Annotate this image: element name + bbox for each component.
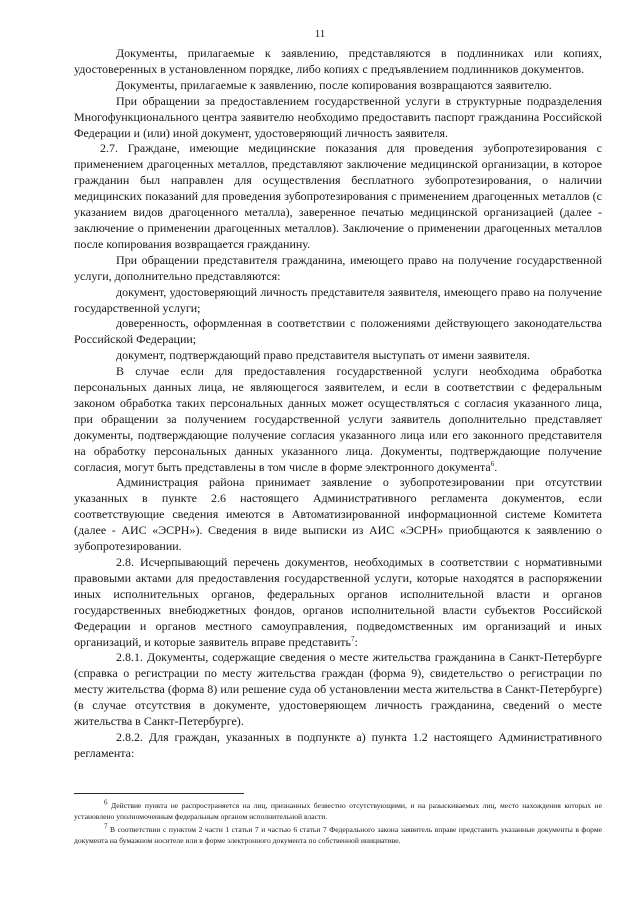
page-number: 11 [314, 28, 326, 40]
footnotes [74, 800, 602, 848]
footnote-text: В соответствии с пунктом 2 части 1 статьи 7 и частью 6 статьи 7 Федерального закона заявитель вправе представить указанные документы в форме документа на бумажном носителе или в форме электронного документа по собственной инициативе. [74, 825, 602, 845]
paragraph-2-8-2-citizens: 2.8.2. Для граждан, указанных в подпункте а) пункта 1.2 настоящего Административного регламента: [74, 729, 602, 760]
list-item-power-of-attorney: доверенность, оформленная в соответствии с положениями действующего законодательства Российской Федерации; [74, 316, 602, 347]
footnote-6 [74, 800, 602, 822]
footnote-ref-6: 6 [490, 459, 495, 468]
list-item-representative-id: документ, удостоверяющий личность представителя заявителя, имеющего право на получение государственной услуги; [74, 284, 602, 315]
footnote-ref-7: 7 [350, 634, 355, 643]
paragraph-2-7-precious-metals: 2.7. Граждане, имеющие медицинские показания для проведения зубопротезирования с применением драгоценных металлов, представляют заключение медицинской организации, в которое гражданин был направлен для осуществления бесплатного зубопротезирования, о наличии медицинских показаний для проведения зубопротезирования с применением драгоценных металлов (с указанием видов драгоценного металла), заверенное печатью медицинской организацией (далее - заключение о применении драгоценных металлов). Заключение о применении драгоценных металлов после копирования возвращается гражданину. [74, 141, 602, 251]
paragraph-text: 2.8. Исчерпывающий перечень документов, необходимых в соответствии с нормативными правовыми актами для предоставления государственной услуги, которые находятся в распоряжении иных исполнительных органов, федеральных органов исполнительной власти и органов государственных внебюджетных фондов, органов исполнительной власти субъектов Российской Федерации и органов местного самоуправления, подведомственных им организаций и иных организаций, и которые заявитель вправе представить [74, 555, 602, 649]
paragraph-mfc-passport: При обращении за предоставлением государственной услуги в структурные подразделения Многофункционального центра заявителю необходимо предоставить паспорт гражданина Российской Федерации и (или) иной документ, удостоверяющий личность заявителя. [74, 93, 602, 140]
list-item-authority-document: документ, подтверждающий право представителя выступать от имени заявителя. [116, 348, 530, 363]
paragraph-text: В случае если для предоставления государственной услуги необходима обработка персональных данных лица, не являющегося заявителем, и если в соответствии с федеральным законом обработка таких персональных данных может осуществляться с согласия указанного лица, при обращении за получением государственной услуги заявитель дополнительно представляет документы, подтверждающие получение согласия указанного лица или его законного представителя на обработку персональных данных указанного лица. Документы, подтверждающие получение согласия, могут быть представлены в том числе в форме электронного документа [74, 364, 602, 474]
footnote-divider [74, 793, 244, 794]
paragraph-administration-aisersn: Администрация района принимает заявление о зубопротезировании при отсутствии указанных в пункте 2.6 настоящего Административного регламента документов, если соответствующие сведения имеются в Автоматизированной информационной системе Комитета (далее - АИС «ЭСРН»). Сведения в виде выписки из АИС «ЭСРН» приобщаются к заявлению о зубопротезировании. [74, 475, 602, 554]
footnote-mark: 6 [104, 798, 108, 807]
paragraph-personal-data-consent: В случае если для предоставления государственной услуги необходима обработка персональных данных лица, не являющегося заявителем, и если в соответствии с федеральным законом обработка таких персональных данных может осуществляться с согласия указанного лица, при обращении за получением государственной услуги заявитель дополнительно представляет документы, подтверждающие получение согласия указанного лица или его законного представителя на обработку персональных данных указанного лица. Документы, подтверждающие получение согласия, могут быть представлены в том числе в форме электронного документа$^6$. [74, 364, 602, 474]
footnote-7 [74, 824, 602, 846]
paragraph-2-8-exhaustive-list: 2.8. Исчерпывающий перечень документов, необходимых в соответствии с нормативными правовыми актами для предоставления государственной услуги, которые находятся в распоряжении иных исполнительных органов, федеральных органов исполнительной власти и органов государственных внебюджетных фондов, органов исполнительной власти субъектов Российской Федерации и органов местного самоуправления, подведомственных им организаций и иных организаций, и которые заявитель вправе представить$^7$: [74, 555, 602, 649]
footnote-text: Действие пункта не распространяется на лиц, признанных безвестно отсутствующими, и на разыскиваемых лиц, место нахождения которых не установлено уполномоченным федеральным органом исполнительной власти. [74, 801, 602, 821]
paragraph-2-8-1-residence: 2.8.1. Документы, содержащие сведения о месте жительства гражданина в Санкт-Петербурге (справка о регистрации по месту жительства граждан (форма 9), свидетельство о регистрации по месту жительства (форма 8) или решение суда об установлении места жительства в Санкт-Петербурге) (в случае отсутствия в документе, удостоверяющем личность гражданина, сведений о месте жительства в Санкт-Петербурге). [74, 650, 602, 729]
document-body [74, 46, 602, 762]
paragraph-representative-intro: При обращении представителя гражданина, имеющего право на получение государственной услуги, дополнительно представляются: [74, 252, 602, 283]
paragraph-documents-returned: Документы, прилагаемые к заявлению, после копирования возвращаются заявителю. [116, 77, 552, 92]
paragraph-documents-originals: Документы, прилагаемые к заявлению, представляются в подлинниках или копиях, удостоверенных в установленном порядке, либо копиях с предъявлением подлинников документов. [74, 46, 602, 76]
footnote-mark: 7 [104, 822, 108, 831]
